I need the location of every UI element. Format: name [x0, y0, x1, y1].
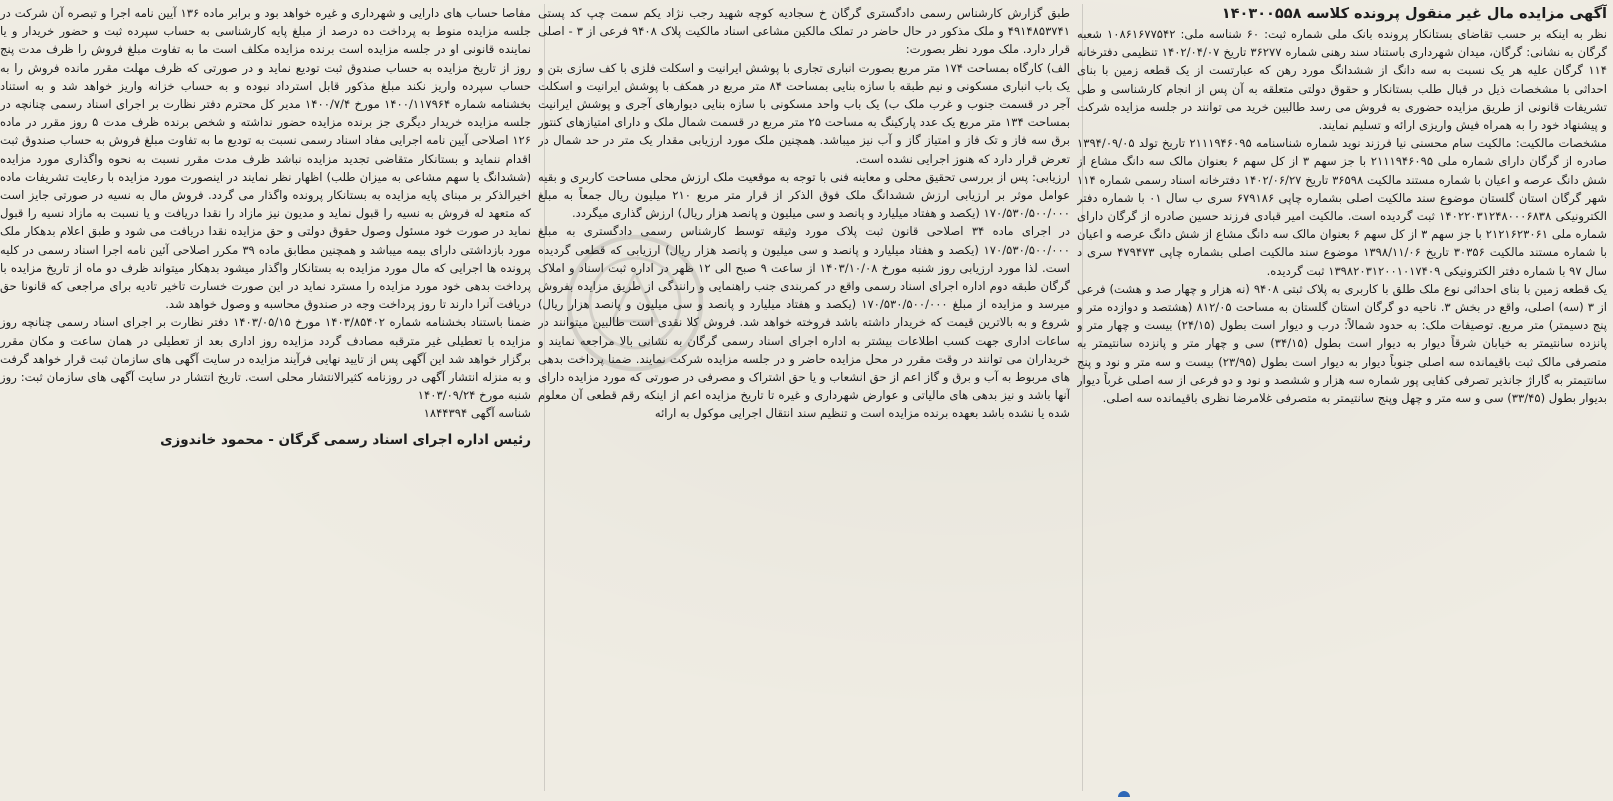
blue-logo-icon	[1118, 791, 1130, 797]
payment-rules-paragraph: مفاصا حساب های دارایی و شهرداری و غیره خواهد بود و برابر ماده ۱۳۶ آیین نامه اجرا و تبصره آن شرکت در جلسه مزایده منوط به پرداخت ده درصد از مبلغ پایه کارشناسی به حساب سپرده ثبت و حضور خریدار و یا نماینده قانونی او در جلسه مزایده است برنده مزایده مکلف است ما به تفاوت مبلغ فروش را ظرف مدت پنج روز از تاریخ مزایده به حساب صندوق ثبت تودیع نماید و در صورتی که ظرف مهلت مقرر مانده فروش را به حساب سپرده واریز نکند مبلغ مذکور قابل استرداد نبوده و به حساب خزانه واریز خواهد شد و به استناد بخشنامه شماره ۱۴۰۰/۱۱۷۹۶۴ مورخ ۱۴۰۰/۷/۴ مدیر کل محترم دفتر نظارت بر اجرای اسناد رسمی چنانچه در جلسه مزایده خریدار دیگری جز برنده مزایده حضور نداشته و شخص برنده ظرف مدت ۵ روز مقرر در ماده ۱۲۶ اصلاحی آیین نامه اجرایی مفاد اسناد رسمی نسبت به تودیع ما به تفاوت مبلغ فروش به حساب صندوق ثبت اقدام ننماید و بستانکار متقاضی تجدید مزایده نباشد ظرف مدت مقرر نسبت به نحوه واگذاری مورد مزایده (ششدانگ یا سهم مشاعی به میزان طلب) اظهار نظر نمایند در اینصورت مورد مزایده با رعایت تشریفات ماده اخیرالذکر بر مبنای پایه مزایده به بستانکار پرونده واگذار می گردد. فروش مال به نسیه در صورتی جایز است که متعهد له فروش به نسیه را قبول نماید و مدیون نیز مازاد را نقدا دریافت و یا نسبت به مازاد نسیه را قبول نماید در صورت خود مسئول وصول حقوق دولتی و حق مزایده نقدا دریافت می شود و طبق اعلام بدهکار ملک مورد بازداشتی دارای بیمه میباشد و همچنین مطابق ماده ۳۹ مکرر اصلاحی آئین نامه اجرا اسناد رسمی در کلیه پرونده ها اجرایی که مال مورد مزایده به بستانکار واگذار میشود بدهکار میتواند ظرف دو ماه از تاریخ مزایده با پرداخت بدهی خود مورد مزایده را مسترد نماید در این صورت خسارت تاخیر تادیه برای مراجعی که قانونا حق دریافت آنرا دارند تا روز پرداخت وجه در صندوق محاسبه و وصول خواهد شد.	[0, 6, 531, 312]
expert-report-paragraph: طبق گزارش کارشناس رسمی دادگستری گرگان خ سجادیه کوچه شهید رجب نژاد یکم سمت چپ کد پستی ۴۹۱۴۸۵۳۷۴۱ و ملک مذکور در حال حاضر در تملک مالکین مشاعی اسناد مالکیت پلاک ۹۴۰۸ فرعی از ۳ - اصلی قرار دارد. ملک مورد نظر بصورت:	[538, 6, 1070, 57]
column-divider	[544, 4, 545, 791]
notice-id: شناسه آگهی ۱۸۴۴۳۹۴	[423, 406, 531, 421]
notice-intro-paragraph: نظر به اینکه بر حسب تقاضای بستانکار پرونده بانک ملی شماره ثبت: ۶۰ شناسه ملی: ۱۰۸۶۱۶۷۷۵۴۲ شعبه گرگان به نشانی: گرگان، میدان شهرداری باستناد سند رهنی شماره ۳۶۲۷۷ تاریخ ۱۴۰۲/۰۴/۰۷ تنظیمی دفترخانه ۱۱۴ گرگان علیه هر یک نسبت به سه دانگ از ششدانگ مورد رهن که عبارتست از یک قطعه زمین با بنای احداثی با مشخصات ذیل در قبال طلب بستانکار و حقوق دولتی متعلقه به آن پس از انجام کارشناسی و طی تشریفات قانونی از طریق مزایده حضوری به فروش می رسد طالبین خرید می توانند در جلسه مزایده شرکت و پیشنهاد خود را به همراه فیش واریزی ارائه و تسلیم نمایند.	[1077, 27, 1607, 133]
valuation-paragraph: ارزیابی: پس از بررسی تحقیق محلی و معاینه فنی با توجه به موقعیت ملک ارزش محلی مساحت کاربری و بقیه عوامل موثر بر ارزیابی ارزش ششدانگ ملک فوق الذکر از قرار متر مربع ۲۱۰ میلیون ریال جمعاً به مبلغ ۱۷۰/۵۳۰/۵۰۰/۰۰۰ (یکصد و هفتاد میلیارد و پانصد و سی میلیون و پانصد هزار ریال) ارزش گذاری میگردد.	[538, 169, 1070, 221]
property-description-paragraph: یک قطعه زمین با بنای احداثی نوع ملک طلق با کاربری به پلاک ثبتی ۹۴۰۸ (نه هزار و چهار صد و هشت) فرعی از ۳ (سه) اصلی، واقع در بخش ۳. ناحیه دو گرگان استان گلستان به مساحت ۸۱۲/۰۵ (هشتصد و دوازده متر و پنج دسیمتر) متر مربع. توصیفات ملک: به حدود شمالاً: درب و دیوار است بطول (۲۴/۱۵) بیست و چهار متر و پانزده سانتیمتر به خیابان شرقاً دیوار به دیوار است بطول (۳۴/۱۵) سی و چهار متر و پانزده سانتیمتر به متصرفی مالک ثبت باقیمانده سه اصلی جنوباً دیوار به دیوار است بطول (۲۳/۹۵) بیست و سه متر و نود و پنج سانتیمتر به گاراژ جانذیر تصرفی کفایی پور شماره سه هزار و ششصد و نود و دو فرعی از سه اصلی غرباً دیوار بدیوار بطول (۳۳/۴۵) سی و سه متر و چهل وپنج سانتیمتر به متصرفی غلامرضا نظری باقیمانده سه اصلی.	[1077, 281, 1607, 406]
notice-column-left	[0, 4, 531, 795]
ownership-details-paragraph: مشخصات مالکیت: مالکیت سام محسنی نیا فرزند نوید شماره شناسنامه ۲۱۱۱۹۴۶۰۹۵ تاریخ تولد ۱۳۹۴/۰۹/۰۵ صادره از گرگان دارای شماره ملی ۲۱۱۱۹۴۶۰۹۵ با جز سهم ۳ از کل سهم ۶ بعنوان مالک سه دانگ مشاع از شش دانگ عرصه و اعیان با شماره مستند مالکیت ۳۶۵۹۸ تاریخ ۱۴۰۲/۰۶/۲۷ دفترخانه اسناد رسمی شماره ۱۱۴ شهر گرگان استان گلستان موضوع سند مالکیت اصلی بشماره چاپی ۶۷۹۱۸۶ سری ب سال ۰۱ با شماره دفتر الکترونیکی ۱۴۰۲۲۰۳۱۲۴۸۰۰۰۶۸۳۸ ثبت گردیده است. مالکیت امیر قبادی فرزند حسین صادره از گرگان دارای شماره ملی ۲۱۲۱۶۲۳۰۶۱ با جز سهم ۳ از کل سهم ۶ بعنوان مالک سه دانگ مشاع از شش دانگ عرصه و اعیان با شماره مستند مالکیت ۳۰۳۵۶ تاریخ ۱۳۹۸/۱۱/۰۶ موضوع سند مالکیت اصلی بشماره چاپی ۴۷۹۴۷۳ سری د سال ۹۷ با شماره دفتر الکترونیکی ۱۳۹۸۲۰۳۱۲۰۰۱۰۱۷۴۰۹ ثبت گردیده.	[1077, 136, 1607, 278]
notice-column-middle	[538, 4, 1070, 795]
notice-title: آگهی مزایده مال غیر منقول پرونده کلاسه ۱۴۰۳۰۰۵۵۸	[1221, 6, 1607, 22]
notice-signature: رئیس اداره اجرای اسناد رسمی گرگان - محمود خاندوزی	[160, 431, 531, 448]
auction-terms-paragraph: در اجرای ماده ۳۴ اصلاحی قانون ثبت پلاک مورد وثیقه توسط کارشناس رسمی دادگستری به مبلغ ۱۷۰/۵۳۰/۵۰۰/۰۰۰ (یکصد و هفتاد میلیارد و پانصد و سی میلیون و پانصد هزار ریال) ارزیابی که قطعی گردیده است. لذا مورد ارزیابی روز شنبه مورخ ۱۴۰۳/۱۰/۰۸ از ساعت ۹ صبح الی ۱۲ ظهر در اداره ثبت اسناد و املاک گرگان طبقه دوم اداره اجرای اسناد رسمی واقع در کمربندی جنب راهنمایی و رانندگی از طریق مزایده بفروش میرسد و مزایده از مبلغ ۱۷۰/۵۳۰/۵۰۰/۰۰۰ (یکصد و هفتاد میلیارد و پانصد و سی میلیون و پانصد هزار ریال) شروع و به بالاترین قیمت که خریدار داشته باشد فروخته خواهد شد. فروش کلا نقدی است طالبین میتوانند در ساعات اداری جهت کسب اطلاعات بیشتر به اداره اجرای اسناد رسمی گرگان به نشانی بالا مراجعه نمایند و خریداران می توانند در وقت مقرر در محل مزایده حاضر و در جلسه مزایده شرکت نمایند. ضمنا پرداخت بدهی های مربوط به آب و برق و گاز اعم از حق انشعاب و یا حق اشتراک و مصرفی در صورتی که مورد مزایده دارای آنها باشد و نیز بدهی های مالیاتی و عوارض شهرداری و غیره تا تاریخ مزایده اعم از اینکه رقم قطعی آن معلوم شده یا نشده باشد بعهده برنده مزایده است و تنظیم سند انتقال اجرایی موکول به ارائه	[538, 224, 1070, 421]
building-description-paragraph: الف) کارگاه بمساحت ۱۷۴ متر مربع بصورت انباری تجاری با پوشش ایرانیت و اسکلت فلزی با کف سازی بتن و یک باب انباری مسکونی و نیم طبقه با سازه بنایی بمساحت ۸۴ متر مربع در همکف با پوشش ایرانیت و اسکلت آجر در قسمت جنوب و غرب ملک ب) یک باب واحد مسکونی با سازه بنایی دیوارهای آجری و پوشش ایرانیت بمساحت ۱۳۴ متر مربع یک عدد پارکینگ به مساحت ۲۵ متر مربع در قسمت شمال ملک و دارای امتیازهای کنتور برق سه فاز و تک فاز و امتیاز گاز و آب نیز میباشد. همچنین ملک مورد ارزیابی مقدار یک متر در حد شمال در تعرض قرار دارد که هنوز اجرایی نشده است.	[538, 60, 1070, 166]
holiday-circular-paragraph: ضمنا باستناد بخشنامه شماره ۱۴۰۳/۸۵۴۰۲ مورخ ۱۴۰۳/۰۵/۱۵ دفتر نظارت بر اجرای اسناد رسمی چنانچه روز مزایده با تعطیلی غیر مترقبه مصادف گردد مزایده روز اداری بعد از تعطیلی در همان ساعت و مکان مقرر برگزار خواهد شد این آگهی پس از تایید نهایی فرآیند مزایده در سایت آگهی های سازمان ثبت قرار خواهد گرفت و به منزله انتشار آگهی در روزنامه کثیرالانتشار محلی است. تاریخ انتشار در سایت آگهی های سازمان ثبت: روز شنبه مورخ ۱۴۰۳/۰۹/۲۴	[0, 315, 531, 403]
notice-column-right	[1077, 4, 1607, 795]
column-divider	[1082, 4, 1083, 791]
